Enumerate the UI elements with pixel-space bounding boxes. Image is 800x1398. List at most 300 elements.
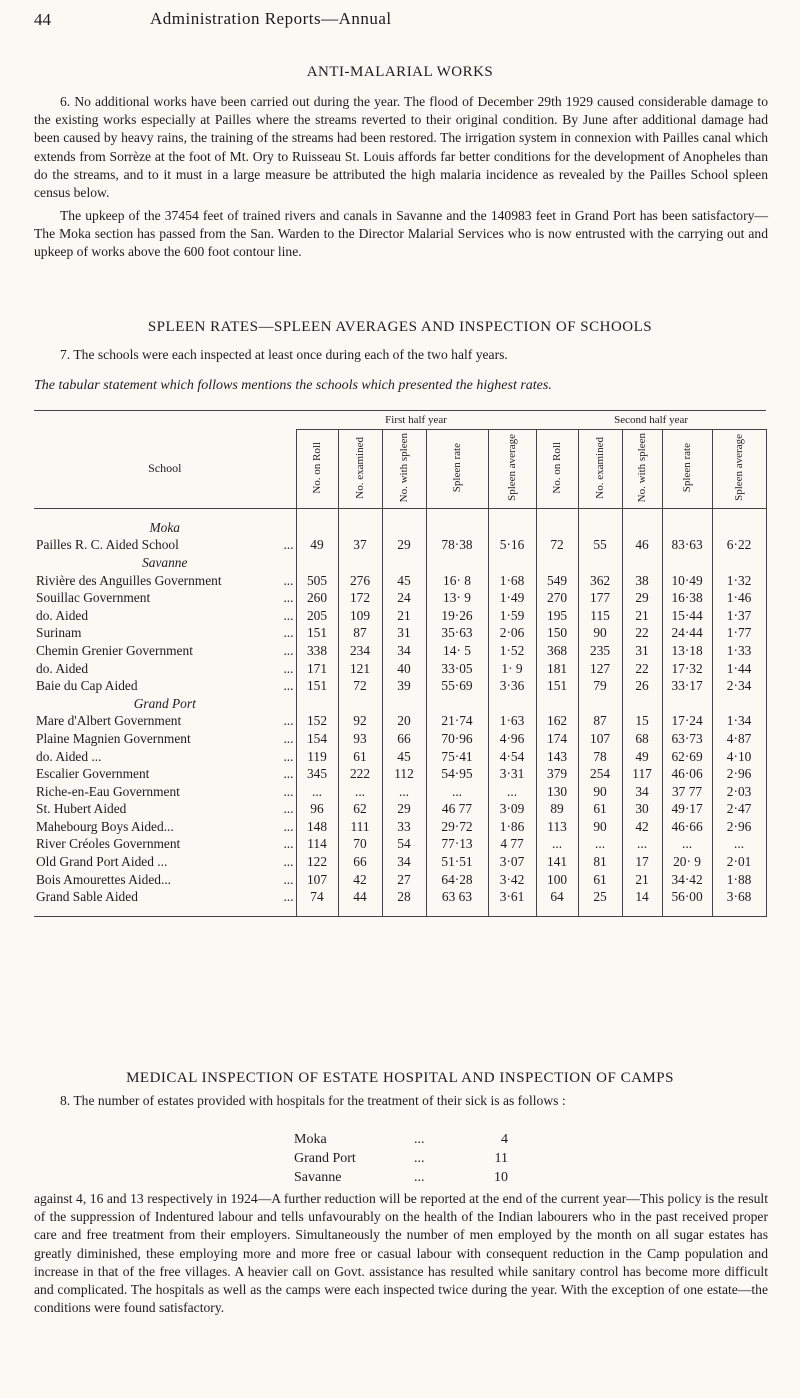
group-header-blank (34, 411, 296, 430)
table-cell: 49 (622, 748, 662, 766)
empty-cell (662, 695, 712, 713)
table-cell: 154 (296, 730, 338, 748)
leader-dots: ... (283, 836, 294, 852)
paragraph-6 (34, 93, 768, 202)
table-cell: 34 (382, 853, 426, 871)
list-label: Savanne (294, 1170, 342, 1185)
leader-dots: ... (283, 625, 294, 641)
spacer-cell (578, 509, 622, 520)
table-cell: 24·44 (662, 625, 712, 643)
leader-dots: ... (283, 748, 294, 764)
table-spacer (34, 906, 766, 917)
table-cell: 222 (338, 765, 382, 783)
table-cell: 63 63 (426, 888, 488, 906)
table-cell: 2·96 (712, 765, 766, 783)
leader-dots: ... (283, 766, 294, 782)
col-rate-2: Spleen rate (662, 430, 712, 509)
table-cell: 2·06 (488, 625, 536, 643)
empty-cell (578, 519, 622, 537)
school-name-cell (34, 871, 296, 889)
table-cell: 15 (622, 713, 662, 731)
table-cell: 1·37 (712, 607, 766, 625)
school-name: Mahebourg Boys Aided... (36, 818, 174, 834)
table-cell: 1· 9 (488, 660, 536, 678)
spacer-cell (382, 906, 426, 917)
table-cell: ... (338, 783, 382, 801)
table-cell: 10·49 (662, 572, 712, 590)
table-cell: 78·38 (426, 537, 488, 555)
table-cell: 4·96 (488, 730, 536, 748)
empty-cell (662, 519, 712, 537)
paragraph-7 (34, 346, 768, 364)
table-cell: 2·34 (712, 677, 766, 695)
table-cell: 2·01 (712, 853, 766, 871)
table-cell: 234 (338, 642, 382, 660)
leader-dots: ... (283, 783, 294, 799)
school-name: Old Grand Port Aided ... (36, 854, 168, 870)
table-row (34, 818, 766, 836)
school-name: River Créoles Government (36, 836, 181, 852)
school-name-cell (34, 660, 296, 678)
school-name: Rivière des Anguilles Government (36, 572, 222, 588)
list-dots: ... (414, 1170, 425, 1185)
spacer-cell (34, 509, 296, 520)
empty-cell (622, 554, 662, 572)
school-name-cell (34, 607, 296, 625)
table-cell: 61 (578, 801, 622, 819)
table-row (34, 783, 766, 801)
spacer-cell (34, 906, 296, 917)
empty-cell (426, 519, 488, 537)
spacer-cell (296, 906, 338, 917)
list-label: Moka (294, 1132, 327, 1147)
table-subheading-row (34, 554, 766, 572)
table-cell: 107 (296, 871, 338, 889)
table-cell: 66 (382, 730, 426, 748)
empty-cell (712, 519, 766, 537)
school-name: Escalier Government (36, 766, 150, 782)
table-cell: 42 (338, 871, 382, 889)
table-cell: ... (296, 783, 338, 801)
table-cell: 235 (578, 642, 622, 660)
table-cell: 6·22 (712, 537, 766, 555)
table-row (34, 607, 766, 625)
empty-cell (296, 554, 338, 572)
spacer-cell (426, 509, 488, 520)
school-name-cell (34, 748, 296, 766)
leader-dots: ... (283, 607, 294, 623)
spacer-cell (578, 906, 622, 917)
empty-cell (382, 519, 426, 537)
empty-cell (622, 695, 662, 713)
table-cell: 177 (578, 589, 622, 607)
table-cell: 17 (622, 853, 662, 871)
table-cell: 122 (296, 853, 338, 871)
leader-dots: ... (283, 537, 294, 553)
table-cell: 28 (382, 888, 426, 906)
empty-cell (382, 695, 426, 713)
table-row (34, 625, 766, 643)
empty-cell (536, 519, 578, 537)
table-cell: 17·24 (662, 713, 712, 731)
table-cell: ... (536, 836, 578, 854)
school-name-cell (34, 888, 296, 906)
table-cell: 21 (622, 871, 662, 889)
leader-dots: ... (283, 730, 294, 746)
table-cell: 22 (622, 625, 662, 643)
table-cell: 21 (622, 607, 662, 625)
table-cell: 22 (622, 660, 662, 678)
table-cell: 15·44 (662, 607, 712, 625)
list-value: 10 (494, 1170, 508, 1185)
table-group-header (34, 411, 766, 430)
table-cell: 368 (536, 642, 578, 660)
table-cell: 100 (536, 871, 578, 889)
table-cell: 42 (622, 818, 662, 836)
col-examined-2: No. examined (578, 430, 622, 509)
table-cell: 150 (536, 625, 578, 643)
table-cell: 33·05 (426, 660, 488, 678)
running-head: Administration Reports—Annual (150, 9, 392, 28)
empty-cell (536, 554, 578, 572)
table-cell: 30 (622, 801, 662, 819)
spacer-cell (338, 906, 382, 917)
school-name-cell (34, 642, 296, 660)
empty-cell (578, 695, 622, 713)
table-cell: 17·32 (662, 660, 712, 678)
table-cell: 64 (536, 888, 578, 906)
table-cell: 54 (382, 836, 426, 854)
table-cell: ... (622, 836, 662, 854)
list-dots: ... (414, 1151, 425, 1166)
table-cell: 54·95 (426, 765, 488, 783)
spacer-cell (382, 509, 426, 520)
table-subheading-row (34, 695, 766, 713)
school-name: Pailles R. C. Aided School (36, 537, 179, 553)
table-cell: 151 (296, 677, 338, 695)
table-cell: 87 (578, 713, 622, 731)
table-cell: 1·34 (712, 713, 766, 731)
table-cell: 1·44 (712, 660, 766, 678)
table-cell: 74 (296, 888, 338, 906)
table-cell: 1·68 (488, 572, 536, 590)
table-cell: 20· 9 (662, 853, 712, 871)
table-cell: 107 (578, 730, 622, 748)
table-cell: 1·33 (712, 642, 766, 660)
table-cell: 13·18 (662, 642, 712, 660)
table-cell: 61 (338, 748, 382, 766)
school-name-cell (34, 713, 296, 731)
medical-title: MEDICAL INSPECTION OF ESTATE HOSPITAL AND INSPECTION OF CAMPS (126, 1070, 674, 1086)
paragraph-6b (34, 207, 768, 262)
table-cell: 3·07 (488, 853, 536, 871)
table-cell: 93 (338, 730, 382, 748)
table-row (34, 853, 766, 871)
table-cell: 151 (536, 677, 578, 695)
table-cell: 31 (622, 642, 662, 660)
table-row (34, 888, 766, 906)
table-cell: 148 (296, 818, 338, 836)
table-cell: 21·74 (426, 713, 488, 731)
table-cell: 38 (622, 572, 662, 590)
table-cell: 66 (338, 853, 382, 871)
school-name: Surinam (36, 625, 82, 641)
table-cell: 3·36 (488, 677, 536, 695)
leader-dots: ... (283, 572, 294, 588)
empty-cell (712, 695, 766, 713)
table-cell: 34·42 (662, 871, 712, 889)
table-cell: 379 (536, 765, 578, 783)
table-cell: 33·17 (662, 677, 712, 695)
table-cell: 195 (536, 607, 578, 625)
table-cell: 46 (622, 537, 662, 555)
spacer-cell (712, 906, 766, 917)
table-cell: 151 (296, 625, 338, 643)
empty-cell (578, 554, 622, 572)
table-cell: 45 (382, 572, 426, 590)
table-cell: 70 (338, 836, 382, 854)
list-dots: ... (414, 1132, 425, 1147)
table-cell: ... (426, 783, 488, 801)
table-cell: 64·28 (426, 871, 488, 889)
col-examined-1: No. examined (338, 430, 382, 509)
school-name: St. Hubert Aided (36, 801, 127, 817)
table-cell: 115 (578, 607, 622, 625)
list-value: 11 (494, 1151, 508, 1166)
table-cell: 5·16 (488, 537, 536, 555)
table-row (34, 589, 766, 607)
table-cell: 87 (338, 625, 382, 643)
spleen-title: SPLEEN RATES—SPLEEN AVERAGES AND INSPECTION OF SCHOOLS (147, 319, 653, 335)
school-name-cell (34, 853, 296, 871)
table-cell: 77·13 (426, 836, 488, 854)
table-cell: 254 (578, 765, 622, 783)
col-with-spleen-1: No. with spleen (382, 430, 426, 509)
table-cell: 51·51 (426, 853, 488, 871)
table-row (34, 871, 766, 889)
list-item (294, 1130, 514, 1149)
table-cell: ... (578, 836, 622, 854)
table-caption: The tabular statement which follows mentions the schools which presented the highest rates. (34, 378, 552, 393)
col-average-2: Spleen average (712, 430, 766, 509)
table-cell: 141 (536, 853, 578, 871)
school-name: Chemin Grenier Government (36, 642, 193, 658)
empty-cell (712, 554, 766, 572)
table-row (34, 748, 766, 766)
table-cell: 24 (382, 589, 426, 607)
table-cell: 171 (296, 660, 338, 678)
table-row (34, 642, 766, 660)
school-name-cell (34, 537, 296, 555)
school-name-cell (34, 801, 296, 819)
table-cell: 35·63 (426, 625, 488, 643)
school-name: do. Aided (36, 660, 89, 676)
table-cell: 345 (296, 765, 338, 783)
table-cell: 78 (578, 748, 622, 766)
table-body (34, 509, 766, 917)
table-cell: 20 (382, 713, 426, 731)
school-name-cell (34, 589, 296, 607)
table-cell: 29 (622, 589, 662, 607)
table-cell: 1·49 (488, 589, 536, 607)
empty-cell (622, 519, 662, 537)
spacer-cell (488, 906, 536, 917)
table-cell: 1·77 (712, 625, 766, 643)
table-cell: 3·68 (712, 888, 766, 906)
table-cell: 1·59 (488, 607, 536, 625)
empty-cell (426, 554, 488, 572)
school-name: Baie du Cap Aided (36, 678, 138, 694)
table-cell: ... (712, 836, 766, 854)
table-cell: 31 (382, 625, 426, 643)
spacer-cell (536, 509, 578, 520)
table-cell: 3·42 (488, 871, 536, 889)
table-cell: 37 77 (662, 783, 712, 801)
table-cell: 127 (578, 660, 622, 678)
table-spacer (34, 509, 766, 520)
paragraph-8b: against 4, 16 and 13 respectively in 1924—A further reduction will be reported at the end of the current year—This policy is the result of the suppression of Indentured labour and tells unfavourably on the health of the Indian labourers who in the past received proper care and free treatment from their employers. Simultaneously the number of men employed by the month on all sugar estates has greatly diminished, these employing more and more free or casual labour with consequent reduction in the Camp population and increase in that of the free villages. A heavier call on Govt. assistance has resulted while sanitary control has become more difficult and complicated. The hospitals as well as the camps were each inspected twice during the year. With the exception of one estate—the conditions were found satisfactory. (34, 1191, 768, 1316)
table-cell: 46 77 (426, 801, 488, 819)
table-cell: 55 (578, 537, 622, 555)
list-item (294, 1168, 514, 1187)
col-roll-2: No. on Roll (536, 430, 578, 509)
col-rate-1: Spleen rate (426, 430, 488, 509)
table-cell: 4·87 (712, 730, 766, 748)
table-cell: 46·06 (662, 765, 712, 783)
hospital-list (294, 1130, 514, 1187)
table-row (34, 660, 766, 678)
leader-dots: ... (283, 871, 294, 887)
list-label: Grand Port (294, 1151, 356, 1166)
school-name-cell (34, 765, 296, 783)
table-cell: 338 (296, 642, 338, 660)
table-cell: 34 (622, 783, 662, 801)
table-cell: 46·66 (662, 818, 712, 836)
empty-cell (338, 554, 382, 572)
col-with-spleen-2: No. with spleen (622, 430, 662, 509)
table-cell: 172 (338, 589, 382, 607)
table-cell: 61 (578, 871, 622, 889)
table-cell: 34 (382, 642, 426, 660)
table-row (34, 801, 766, 819)
table-cell: 130 (536, 783, 578, 801)
table-cell: 29 (382, 537, 426, 555)
table-cell: 40 (382, 660, 426, 678)
leader-dots: ... (283, 889, 294, 905)
table-cell: 270 (536, 589, 578, 607)
table-subheading-row (34, 519, 766, 537)
table-cell: 152 (296, 713, 338, 731)
leader-dots: ... (283, 660, 294, 676)
table-cell: 14 (622, 888, 662, 906)
empty-cell (426, 695, 488, 713)
leader-dots: ... (283, 590, 294, 606)
table-cell: 3·61 (488, 888, 536, 906)
table-cell: 21 (382, 607, 426, 625)
paragraph-6-text: 6. No additional works have been carried out during the year. The flood of December 29th 1929 caused considerable damage to the existing works especially at Pailles where the streams reverted to their original condition. By June after additional damage had been caused by heavy rains, the training of the streams had been restored. The irrigation system in connexion with Pailles canal which extends from Sorrèze at the foot of Mt. Ory to Ruisseau St. Louis affords far better conditions for the development of Anopheles than do the streams, and to it must in a large measure be attributed the high malaria incidence as revealed by the Pailles School spleen census below. (34, 94, 768, 201)
table-cell: 89 (536, 801, 578, 819)
table-column-header (34, 430, 766, 509)
table-cell: 3·31 (488, 765, 536, 783)
table-cell: 62·69 (662, 748, 712, 766)
table-cell: 121 (338, 660, 382, 678)
table-cell: 143 (536, 748, 578, 766)
table-cell: 162 (536, 713, 578, 731)
spacer-cell (622, 906, 662, 917)
spacer-cell (712, 509, 766, 520)
table-row (34, 572, 766, 590)
table-cell: 90 (578, 625, 622, 643)
table-cell: 4 77 (488, 836, 536, 854)
table-cell: 181 (536, 660, 578, 678)
table-cell: 1·46 (712, 589, 766, 607)
spacer-cell (536, 906, 578, 917)
table-cell: ... (488, 783, 536, 801)
school-name: Mare d'Albert Government (36, 713, 182, 729)
table-cell: 49 (296, 537, 338, 555)
col-school: School (34, 430, 296, 509)
table-cell: 16· 8 (426, 572, 488, 590)
table-row (34, 677, 766, 695)
table-cell: 19·26 (426, 607, 488, 625)
table-cell: 75·41 (426, 748, 488, 766)
spacer-cell (662, 906, 712, 917)
table-cell: ... (662, 836, 712, 854)
table-cell: 4·54 (488, 748, 536, 766)
table-cell: 33 (382, 818, 426, 836)
school-name-cell (34, 625, 296, 643)
table-cell: 90 (578, 783, 622, 801)
table-cell: 79 (578, 677, 622, 695)
table-cell: 90 (578, 818, 622, 836)
spacer-cell (296, 509, 338, 520)
school-name-cell (34, 836, 296, 854)
table-cell: 72 (338, 677, 382, 695)
school-name-cell (34, 572, 296, 590)
table-cell: 14· 5 (426, 642, 488, 660)
spacer-cell (622, 509, 662, 520)
district-heading: Savanne (34, 554, 296, 572)
table-cell: 117 (622, 765, 662, 783)
col-average-1: Spleen average (488, 430, 536, 509)
table-cell: 3·09 (488, 801, 536, 819)
district-heading: Grand Port (34, 695, 296, 713)
list-item (294, 1149, 514, 1168)
school-name-cell (34, 730, 296, 748)
table-row (34, 765, 766, 783)
school-name-cell (34, 818, 296, 836)
table-cell: 29·72 (426, 818, 488, 836)
table-cell: 276 (338, 572, 382, 590)
table-cell: 62 (338, 801, 382, 819)
table-cell: 29 (382, 801, 426, 819)
school-name-cell (34, 677, 296, 695)
table-row (34, 713, 766, 731)
table-cell: 96 (296, 801, 338, 819)
table-cell: 1·52 (488, 642, 536, 660)
spleen-table (34, 410, 767, 917)
table-cell: 111 (338, 818, 382, 836)
table-cell: 55·69 (426, 677, 488, 695)
anti-malarial-title: ANTI-MALARIAL WORKS (306, 64, 494, 80)
table-cell: 83·63 (662, 537, 712, 555)
empty-cell (296, 519, 338, 537)
table-cell: 205 (296, 607, 338, 625)
empty-cell (662, 554, 712, 572)
school-name: Souillac Government (36, 590, 151, 606)
table-cell: 4·10 (712, 748, 766, 766)
spacer-cell (662, 509, 712, 520)
